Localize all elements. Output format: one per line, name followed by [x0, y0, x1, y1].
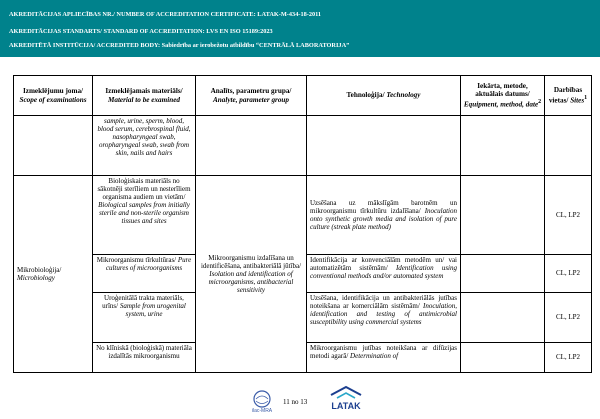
- site-cell: CL, LP2: [545, 255, 592, 293]
- col-header-scope: Izmeklējumu joma/ Scope of examinations: [14, 76, 93, 116]
- technology-cell: Uzsēšana uz mākslīgām barotnēm un mikroorganismu tīrkultūru izdalīšana/ Inoculation onto synthetic growth media and isolation of pure culture (streak plate method): [307, 176, 461, 255]
- ilac-mra-logo: [247, 389, 277, 413]
- accreditation-header-banner: [0, 0, 600, 57]
- technology-cell: Identifikācija ar konvenciālām metodēm un/ vai automatizētām sistēmām/ Identification using conventional methods and/or automated system: [307, 255, 461, 293]
- site-cell: CL, LP2: [545, 176, 592, 255]
- col-header-technology: Tehnoloģija/ Technology: [307, 76, 461, 116]
- analyte-cell: Mikroorganismu izdalīšana un identificēšana, antibakteriālā jūtība/ Isolation and identification of microorganisms, antibacterial sensitivity: [196, 176, 307, 373]
- page-number: 11 no 13: [283, 398, 308, 406]
- material-cell: No klīniskā (bioloģiskā) materiāla izdalītās mikroorganismu: [93, 343, 196, 373]
- latak-logo-text: LATAK: [331, 401, 361, 411]
- latak-logo: [325, 385, 367, 413]
- col-header-equipment: Iekārta, metode, aktuālais datums/ Equipment, method, date$^2$: [461, 76, 545, 116]
- accreditation-scope-table: [13, 75, 592, 373]
- col-header-sites: Darbības vietas/ Sites$^1$: [545, 76, 592, 116]
- table-row: [14, 176, 592, 255]
- site-cell: CL, LP2: [545, 343, 592, 373]
- scope-cell: Mikrobioloģija/ Microbiology: [14, 176, 93, 373]
- table-header-row: [14, 76, 592, 116]
- table-row: [14, 116, 592, 176]
- certificate-number-line: AKREDITĀCIJAS APLIECĪBAS NR./ NUMBER OF ACCREDITATION CERTIFICATE: LATAK-M-434-18-2011: [9, 11, 322, 18]
- standard-line: AKREDITĀCIJAS STANDARTS/ STANDARD OF ACCREDITATION: LVS EN ISO 15189:2023: [9, 28, 273, 35]
- material-cell: Mikroorganismu tīrkultūras/ Pure cultures of microorganisms: [93, 255, 196, 293]
- ilac-logo-text: ilac-MRA: [251, 408, 273, 413]
- technology-cell: Mikroorganismu jutības noteikšana ar difūzijas metodi agarā/ Determination of: [307, 343, 461, 373]
- col-header-material: Izmeklējamais materiāls/ Material to be examined: [93, 76, 196, 116]
- material-cell: Bioloģiskais materiāls no sākotnēji sterīliem un nesterīliem organisma audiem un vietām/ Biological samples from initially sterile and non-sterile organism tissues and sites: [93, 176, 196, 255]
- site-cell: CL, LP2: [545, 293, 592, 343]
- accredited-body-line: AKREDITĒTĀ INSTITŪCIJA/ ACCREDITED BODY: Sabiedrība ar ierobežotu atbildību “CENTRĀLĀ LABORATORIJA”: [9, 42, 350, 49]
- continued-material-cell: sample, urine, sperm, blood, blood serum, cerebrospinal fluid, nasopharyngeal swab, oropharyngeal swab, swab from skin, nails and hairs: [93, 116, 196, 176]
- technology-cell: Uzsēšana, identifikācija un antibakteriālās jutības noteikšana ar komerciālām sistēmām/ Inoculation, identification and testing of antimicrobial susceptibility using commercial systems: [307, 293, 461, 343]
- col-header-analyte: Analīts, parametru grupa/ Analyte, parameter group: [196, 76, 307, 116]
- material-cell: Uroģenitālā trakta materiāls, urīns/ Sample from urogenital system, urine: [93, 293, 196, 343]
